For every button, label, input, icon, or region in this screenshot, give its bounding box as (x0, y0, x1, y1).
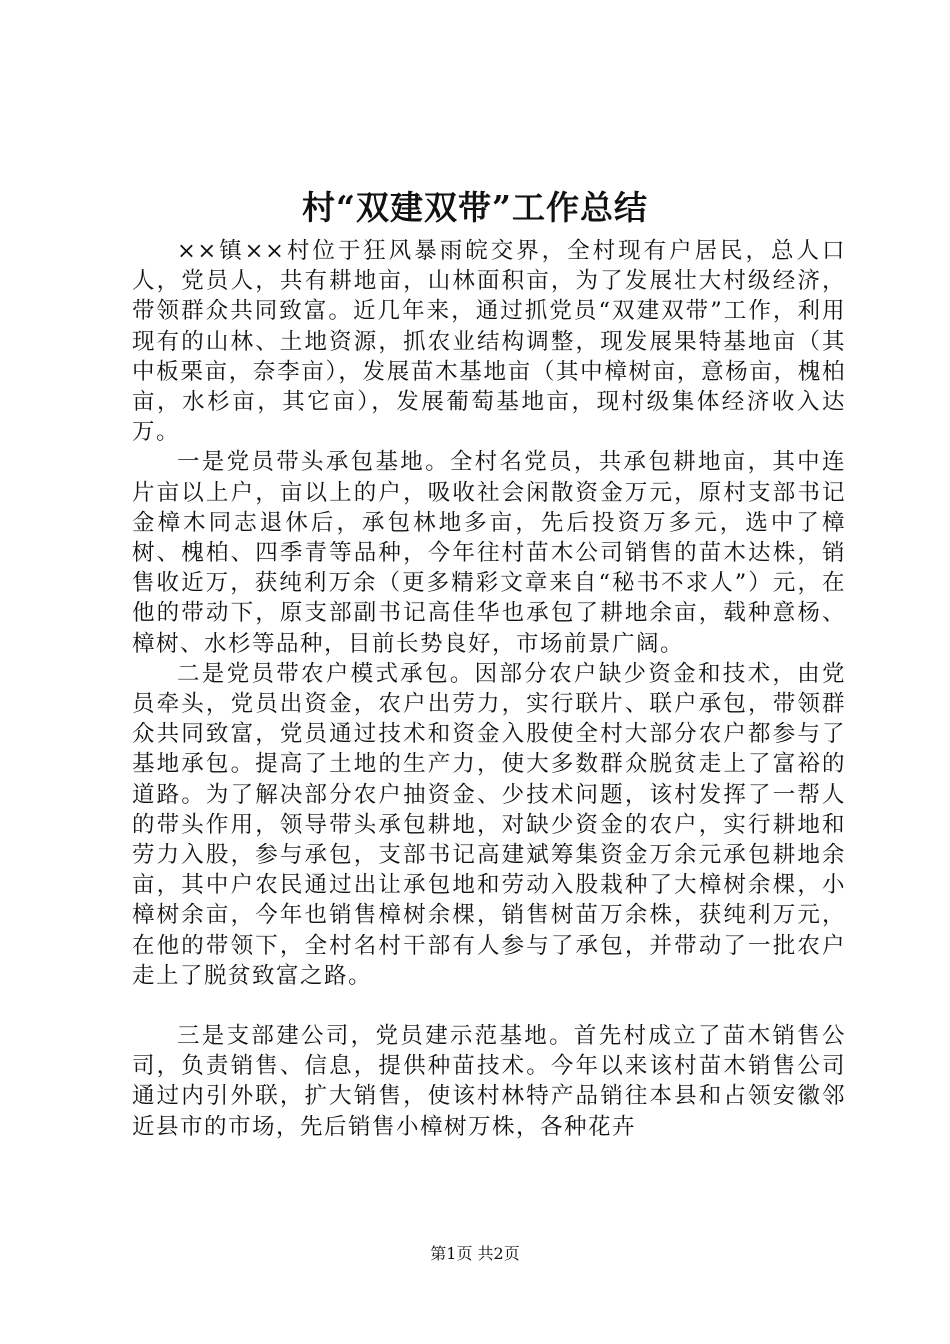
paragraph-point-one: 一是党员带头承包基地。全村名党员，共承包耕地亩，其中连片亩以上户，亩以上的户，吸收社会闲散资金万元，原村支部书记金樟木同志退休后，承包林地多亩，先后投资万多元，选中了樟树、槐柏、四季青等品种，今年往村苗木公司销售的苗木达株，销售收近万，获纯利万余（更多精彩文章来自“秘书不求人”）元，在他的带动下，原支部副书记高佳华也承包了耕地余亩，载种意杨、樟树、水杉等品种，目前长势良好，市场前景广阔。 (132, 449, 846, 657)
paragraph-point-three: 三是支部建公司，党员建示范基地。首先村成立了苗木销售公司，负责销售、信息，提供种苗技术。今年以来该村苗木销售公司通过内引外联，扩大销售，使该村林特产品销往本县和占领安徽邻近县市的市场，先后销售小樟树万株，各种花卉 (132, 1023, 846, 1140)
paragraph-point-two: 二是党员带农户模式承包。因部分农户缺少资金和技术，由党员牵头，党员出资金，农户出劳力，实行联片、联户承包，带领群众共同致富，党员通过技术和资金入股使全村大部分农户都参与了基地承包。提高了土地的生产力，使大多数群众脱贫走上了富裕的道路。为了解决部分农户抽资金、少技术问题，该村发挥了一帮人的带头作用，领导带头承包耕地，对缺少资金的农户，实行耕地和劳力入股，参与承包，支部书记高建斌筹集资金万余元承包耕地余亩，其中户农民通过出让承包地和劳动入股栽种了大樟树余棵，小樟树余亩，今年也销售樟树余棵，销售树苗万余株，获纯利万元，在他的带领下，全村名村干部有人参与了承包，并带动了一批农户走上了脱贫致富之路。 (132, 660, 846, 989)
page-footer: 第1页 共2页 (430, 1244, 520, 1263)
paragraph-intro: ××镇××村位于狂风暴雨皖交界，全村现有户居民，总人口人，党员人，共有耕地亩，山林面积亩，为了发展壮大村级经济，带领群众共同致富。近几年来，通过抓党员“双建双带”工作，利用现有的山林、土地资源，抓农业结构调整，现发展果特基地亩（其中板栗亩，奈李亩），发展苗木基地亩（其中樟树亩，意杨亩，槐柏亩，水杉亩，其它亩），发展葡萄基地亩，现村级集体经济收入达万。 (132, 238, 846, 446)
document-title: 村“双建双带”工作总结 (302, 188, 648, 227)
document-body (132, 236, 846, 1142)
